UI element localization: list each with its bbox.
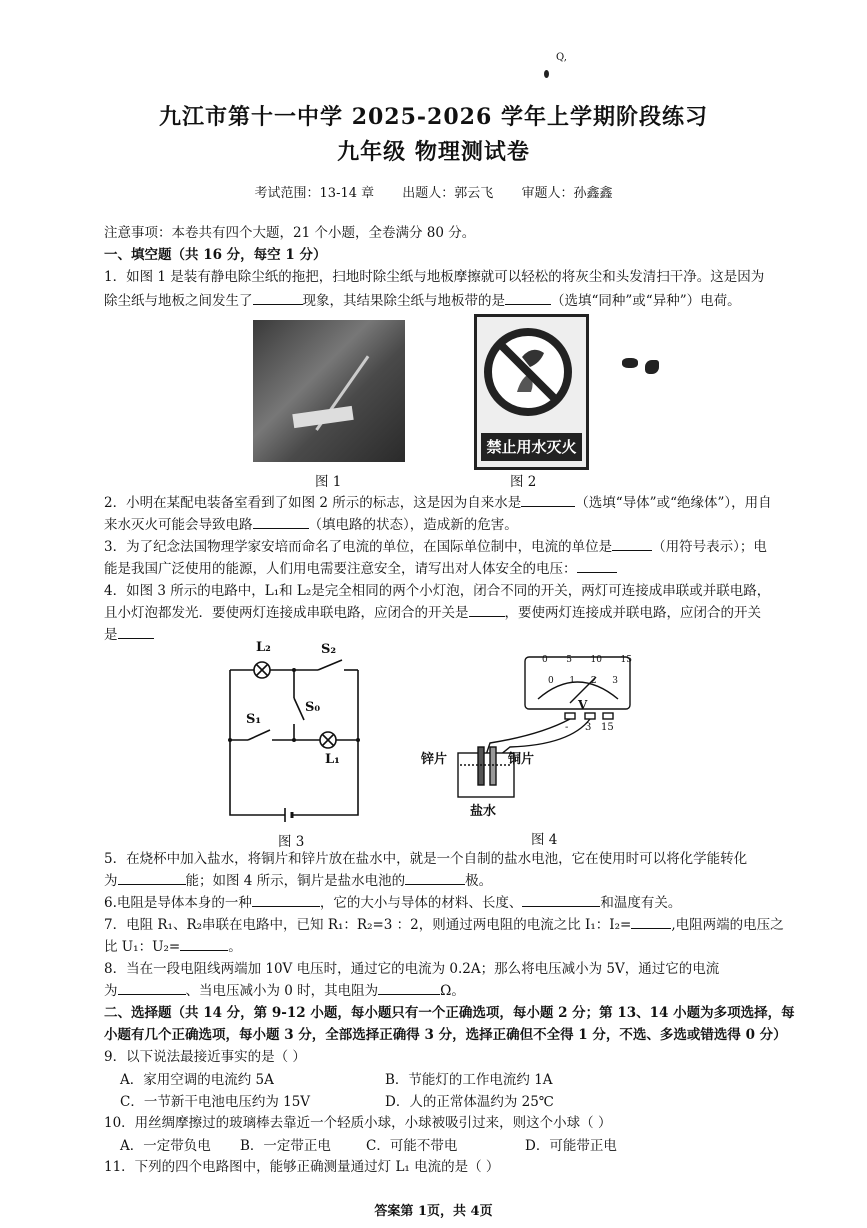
section2-line1: 二、选择题（共 14 分，第 9-12 小题，每小题只有一个正确选项，每小题 2 分；第 13、14 小题为多项选择，每 — [104, 1005, 795, 1021]
q7-blank-1[interactable] — [631, 914, 671, 929]
q2-text-c: 来水灭火可能会导致电路 — [104, 517, 253, 533]
corner-mark: Q, — [556, 52, 567, 63]
q6-blank-1[interactable] — [252, 892, 320, 907]
q2-line1 — [104, 492, 824, 514]
q7-text-b: ,电阻两端的电压之 — [671, 917, 784, 933]
q2-text-d: （填电路的状态），造成新的危害。 — [308, 517, 518, 533]
exam-title: 九江市第十一中学 2025-2026 学年上学期阶段练习 — [159, 104, 708, 130]
q5-text-b: 能；如图 4 所示，铜片是盐水电池的 — [185, 873, 406, 889]
q4-text-a: 且小灯泡都发光．要使两灯连接成串联电路，应闭合的开关是 — [104, 605, 469, 621]
q8-line1: 8．当在一段电阻线两端加 10V 电压时，通过它的电流为 0.2A；那么将电压减小为 5V，通过它的电流 — [104, 961, 720, 977]
scale-tick: 0 — [542, 655, 548, 665]
q5-line2 — [104, 870, 824, 892]
q3-text-b: （用符号表示）；电 — [652, 539, 767, 555]
q3-blank-2[interactable] — [577, 558, 617, 573]
q7-blank-2[interactable] — [180, 936, 228, 951]
q6-blank-2[interactable] — [522, 892, 600, 907]
q6-text-c: 和温度有关。 — [600, 895, 682, 911]
q8-blank-2[interactable] — [378, 980, 440, 995]
label-S2: S₂ — [321, 642, 337, 657]
label-copper: 铜片 — [508, 752, 535, 767]
scan-speck — [645, 360, 659, 374]
q2-text-b: （选填“导体”或“绝缘体”），用自 — [575, 495, 772, 511]
q3-text-a: 3．为了纪念法国物理学家安培而命名了电流的单位，在国际单位制中，电流的单位是 — [104, 539, 613, 555]
q10-option-a[interactable]: A．一定带负电 — [120, 1138, 211, 1154]
q4-line2 — [104, 602, 824, 624]
q6-text-a: 6.电阻是导体本身的一种 — [104, 895, 252, 911]
volt-unit: V — [578, 698, 588, 712]
exam-scope: 考试范围：13-14 章 — [254, 186, 375, 201]
label-L2: L₂ — [256, 640, 271, 655]
figure4-caption: 图 4 — [531, 832, 558, 848]
scale-tick: 10 — [590, 655, 602, 665]
q9-option-b[interactable]: B．节能灯的工作电流约 1A — [385, 1072, 553, 1088]
label-S1: S₁ — [246, 712, 262, 727]
figure1-caption: 图 1 — [315, 474, 342, 490]
q6-line — [104, 892, 824, 914]
scale-tick: 3 — [612, 676, 618, 686]
scale-tick: 15 — [620, 655, 632, 665]
no-water-icon — [477, 317, 580, 427]
q11-stem: 11．下列的四个电路图中，能够正确测量通过灯 L₁ 电流的是（ ） — [104, 1159, 500, 1175]
q4-blank-1[interactable] — [469, 602, 505, 617]
q2-text-a: 2．小明在某配电装备室看到了如图 2 所示的标志，这是因为自来水是 — [104, 495, 522, 511]
q7-text-c: 比 U₁：U₂= — [104, 939, 181, 955]
q7-line2 — [104, 936, 824, 958]
q1-blank-1[interactable] — [253, 290, 303, 305]
terminal-15: 15 — [601, 722, 614, 733]
scale-tick: 0 — [548, 676, 554, 686]
q1-blank-2[interactable] — [505, 290, 551, 305]
figure3-circuit — [220, 640, 380, 830]
q3-blank-1[interactable] — [612, 536, 652, 551]
q4-text-c: 是 — [104, 627, 118, 643]
q1-text-b: 现象，其结果除尘纸与地板带的是 — [302, 293, 505, 309]
exam-meta — [0, 182, 867, 201]
q10-stem: 10．用丝绸摩擦过的玻璃棒去靠近一个轻质小球，小球被吸引过来，则这个小球（ ） — [104, 1115, 612, 1131]
figure3-caption: 图 3 — [278, 834, 305, 850]
q3-line2 — [104, 558, 824, 580]
q5-blank-1[interactable] — [118, 870, 186, 885]
q4-blank-2[interactable] — [118, 624, 154, 639]
volt-scale-inner — [548, 676, 618, 686]
q7-line1 — [104, 914, 824, 936]
q2-line2 — [104, 514, 824, 536]
q9-stem: 9．以下说法最接近事实的是（ ） — [104, 1049, 306, 1065]
scan-speck — [622, 358, 638, 368]
label-saltwater: 盐水 — [470, 804, 497, 819]
q4-text-b: ，要使两灯连接成并联电路，应闭合的开关 — [504, 605, 761, 621]
q3-line1 — [104, 536, 824, 558]
q5-text-c: 极。 — [465, 873, 493, 889]
figure2-warning-sign — [474, 314, 589, 470]
q8-text-a: 为 — [104, 983, 118, 999]
q2-blank-2[interactable] — [253, 514, 309, 529]
exam-subtitle: 九年级 物理测试卷 — [337, 139, 530, 165]
q8-text-b: 、当电压减小为 0 时，其电阻为 — [185, 983, 379, 999]
sign-text: 禁止用水灭火 — [481, 433, 582, 461]
figure2-caption: 图 2 — [510, 474, 537, 490]
q5-line1: 5．在烧杯中加入盐水，将铜片和锌片放在盐水中，就是一个自制的盐水电池，它在使用时可以将化学能转化 — [104, 851, 748, 867]
scale-tick: 5 — [566, 655, 572, 665]
q9-option-a[interactable]: A．家用空调的电流约 5A — [120, 1072, 274, 1088]
q10-option-b[interactable]: B．一定带正电 — [240, 1138, 331, 1154]
q6-text-b: ，它的大小与导体的材料、长度、 — [319, 895, 523, 911]
q5-blank-2[interactable] — [405, 870, 465, 885]
terminal-minus: - — [565, 722, 569, 733]
mop-head — [292, 406, 353, 428]
notice: 注意事项：本卷共有四个大题，21 个小题，全卷满分 80 分。 — [104, 225, 476, 241]
figure1-mop-photo — [253, 320, 405, 462]
section1-title: 一、填空题（共 16 分，每空 1 分） — [104, 247, 327, 263]
q2-blank-1[interactable] — [521, 492, 575, 507]
q5-text-a: 为 — [104, 873, 118, 889]
q8-line2 — [104, 980, 824, 1002]
page-footer: 答案第 1页，共 4页 — [374, 1204, 493, 1219]
q7-text-a: 7．电阻 R₁、R₂串联在电路中，已知 R₁：R₂=3 ：2，则通过两电阻的电流之比 I₁：I₂= — [104, 917, 632, 933]
volt-scale-top — [542, 655, 632, 665]
q9-option-d[interactable]: D．人的正常体温约为 25℃ — [385, 1094, 554, 1110]
exam-reviewer: 审题人：孙鑫鑫 — [521, 186, 613, 201]
q8-blank-1[interactable] — [118, 980, 186, 995]
q1-text-c: （选填“同种”或“异种”）电荷。 — [551, 293, 741, 309]
q8-text-c: Ω。 — [440, 983, 465, 999]
label-S0: S₀ — [305, 700, 321, 715]
q4-line1: 4．如图 3 所示的电路中，L₁和 L₂是完全相同的两个小灯泡，闭合不同的开关，两灯可连接成串联或并联电路， — [104, 583, 771, 599]
exam-author: 出题人：郭云飞 — [402, 186, 494, 201]
section2-line2: 小题有几个正确选项，每小题 3 分，全部选择正确得 3 分，选择正确但不全得 1 分，不选、多选或错选得 0 分） — [104, 1027, 787, 1043]
q1-line2 — [104, 290, 824, 312]
terminal-3: 3 — [585, 722, 592, 733]
q7-text-d: 。 — [228, 939, 242, 955]
q1-text-a: 除尘纸与地板之间发生了 — [104, 293, 253, 309]
scale-tick: 2 — [590, 676, 597, 686]
q3-text-c: 能是我国广泛使用的能源，人们用电需要注意安全，请写出对人体安全的电压： — [104, 561, 577, 577]
label-L1: L₁ — [325, 752, 340, 767]
label-zinc: 锌片 — [421, 752, 448, 767]
q9-option-c[interactable]: C．一节新干电池电压约为 15V — [120, 1094, 311, 1110]
scan-speck — [544, 70, 549, 78]
scale-tick: 1 — [569, 676, 576, 686]
q10-option-d[interactable]: D．可能带正电 — [525, 1138, 617, 1154]
q10-option-c[interactable]: C．可能不带电 — [366, 1138, 458, 1154]
q4-line3 — [104, 624, 824, 646]
q1-line1: 1．如图 1 是装有静电除尘纸的拖把，扫地时除尘纸与地板摩擦就可以轻松的将灰尘和头发清扫干净。这是因为 — [104, 269, 765, 285]
